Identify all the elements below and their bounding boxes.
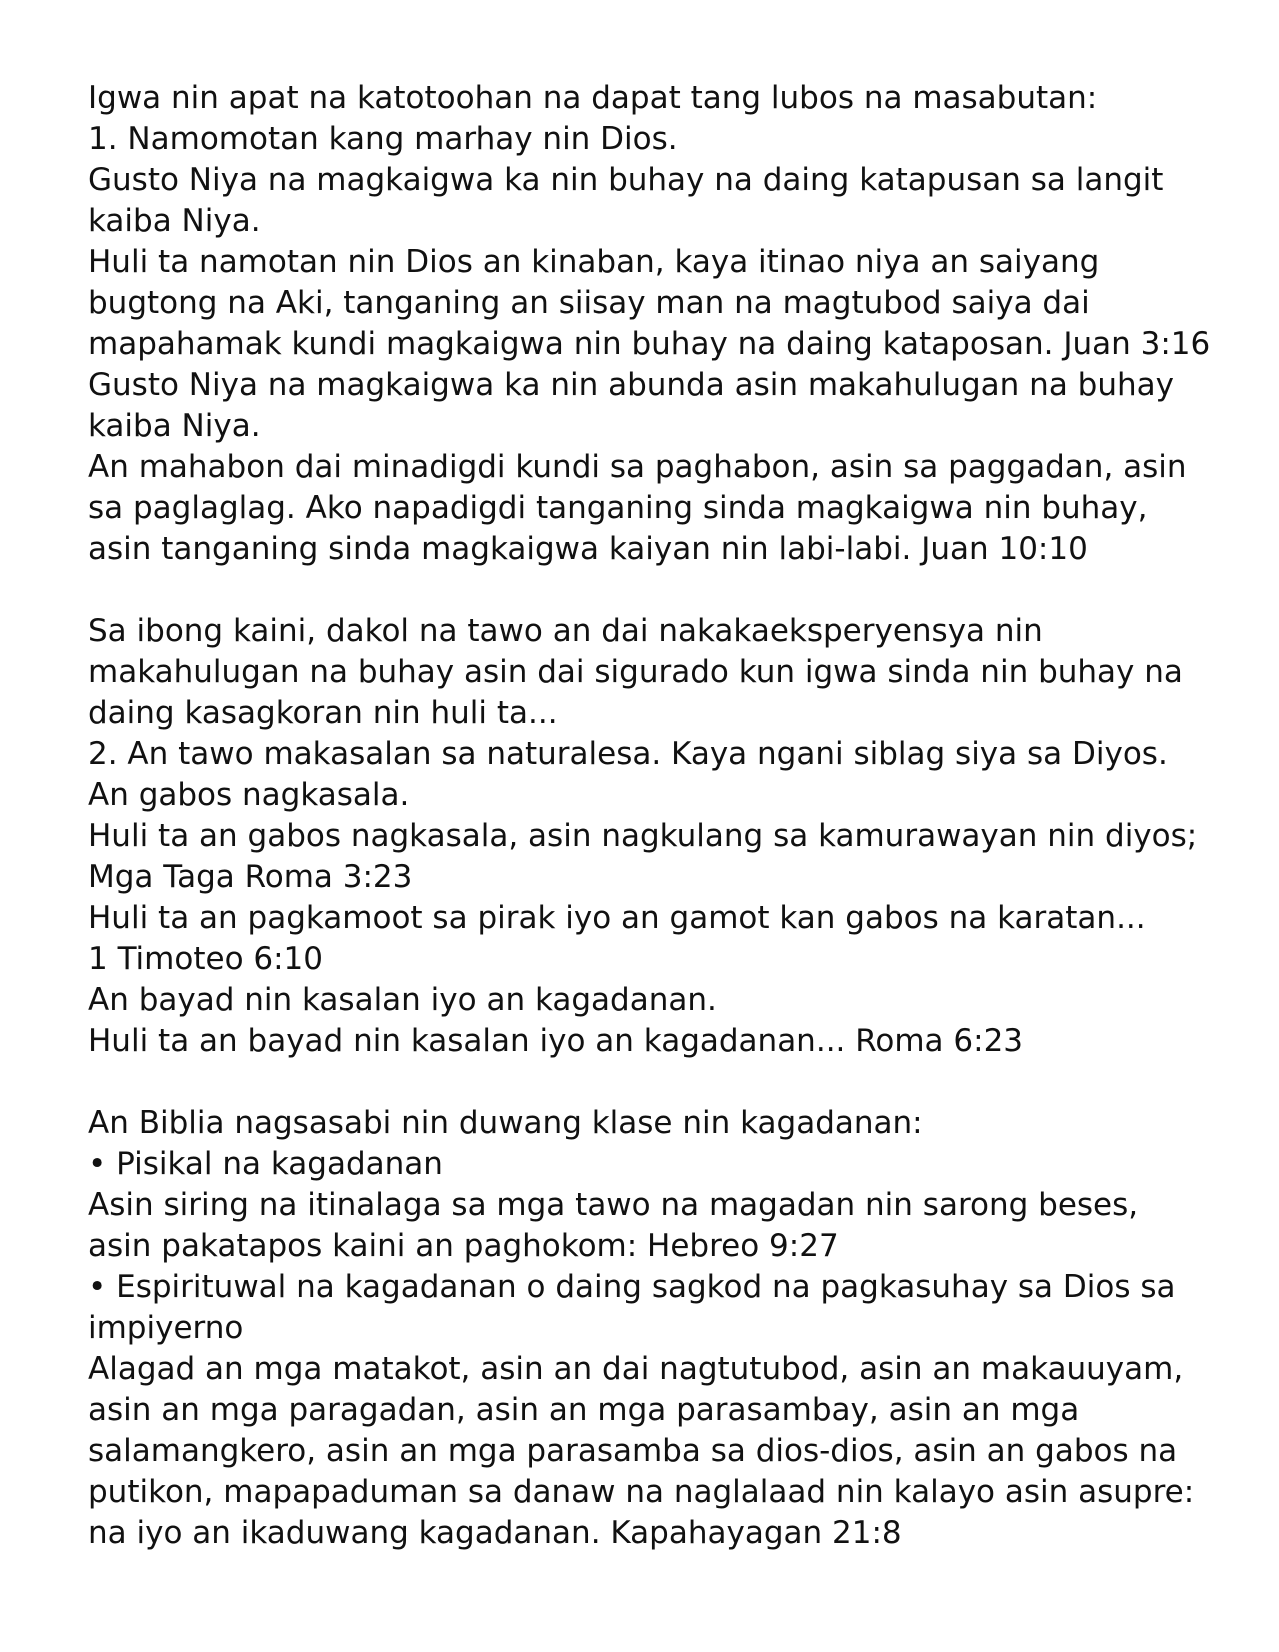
text-line: An gabos nagkasala. [88, 777, 410, 813]
bullet-line: • Pisikal na kagadanan [88, 1146, 443, 1182]
text-line: An bayad nin kasalan iyo an kagadanan. [88, 982, 717, 1018]
paragraph-gap [88, 570, 1238, 611]
text-line: Huli ta an gabos nagkasala, asin nagkulang sa kamurawayan nin diyos; [88, 818, 1198, 854]
text-line: daing kasagkoran nin huli ta... [88, 695, 558, 731]
text-line: An mahabon dai minadigdi kundi sa paghabon, asin sa paggadan, asin [88, 449, 1187, 485]
document-body [88, 78, 1238, 1554]
text-line: asin pakatapos kaini an paghokom: Hebreo 9:27 [88, 1228, 839, 1264]
text-line: kaiba Niya. [88, 408, 261, 444]
text-line: 2. An tawo makasalan sa naturalesa. Kaya ngani siblag siya sa Diyos. [88, 736, 1168, 772]
text-line: mapahamak kundi magkaigwa nin buhay na daing kataposan. Juan 3:16 [88, 326, 1211, 362]
text-line: Alagad an mga matakot, asin an dai nagtutubod, asin an makauuyam, [88, 1351, 1184, 1387]
text-line: asin an mga paragadan, asin an mga parasambay, asin an mga [88, 1392, 1080, 1428]
paragraph-gap [88, 1062, 1238, 1103]
text-line: Gusto Niya na magkaigwa ka nin abunda asin makahulugan na buhay [88, 367, 1174, 403]
text-line: Mga Taga Roma 3:23 [88, 859, 413, 895]
text-line: na iyo an ikaduwang kagadanan. Kapahayagan 21:8 [88, 1515, 902, 1551]
text-line: putikon, mapapaduman sa danaw na naglalaad nin kalayo asin asupre: [88, 1474, 1195, 1510]
text-line: Huli ta an bayad nin kasalan iyo an kagadanan... Roma 6:23 [88, 1023, 1024, 1059]
text-line: makahulugan na buhay asin dai sigurado kun igwa sinda nin buhay na [88, 654, 1183, 690]
text-line: Sa ibong kaini, dakol na tawo an dai nakakaeksperyensya nin [88, 613, 1043, 649]
text-line: impiyerno [88, 1310, 244, 1346]
text-line: sa paglaglag. Ako napadigdi tanganing sinda magkaigwa nin buhay, [88, 490, 1148, 526]
bullet-line: • Espirituwal na kagadanan o daing sagkod na pagkasuhay sa Dios sa [88, 1269, 1176, 1305]
text-line: Huli ta namotan nin Dios an kinaban, kaya itinao niya an saiyang [88, 244, 1100, 280]
text-line: asin tanganing sinda magkaigwa kaiyan nin labi-labi. Juan 10:10 [88, 531, 1088, 567]
text-line: 1 Timoteo 6:10 [88, 941, 323, 977]
text-line: Asin siring na itinalaga sa mga tawo na magadan nin sarong beses, [88, 1187, 1139, 1223]
text-line: kaiba Niya. [88, 203, 261, 239]
text-line: bugtong na Aki, tanganing an siisay man na magtubod saiya dai [88, 285, 1090, 321]
text-line: Gusto Niya na magkaigwa ka nin buhay na daing katapusan sa langit [88, 162, 1164, 198]
text-line: salamangkero, asin an mga parasamba sa dios-dios, asin an gabos na [88, 1433, 1178, 1469]
text-line: 1. Namomotan kang marhay nin Dios. [88, 121, 678, 157]
text-line: Huli ta an pagkamoot sa pirak iyo an gamot kan gabos na karatan... [88, 900, 1146, 936]
text-line: Igwa nin apat na katotoohan na dapat tang lubos na masabutan: [88, 80, 1098, 116]
text-line: An Biblia nagsasabi nin duwang klase nin kagadanan: [88, 1105, 923, 1141]
